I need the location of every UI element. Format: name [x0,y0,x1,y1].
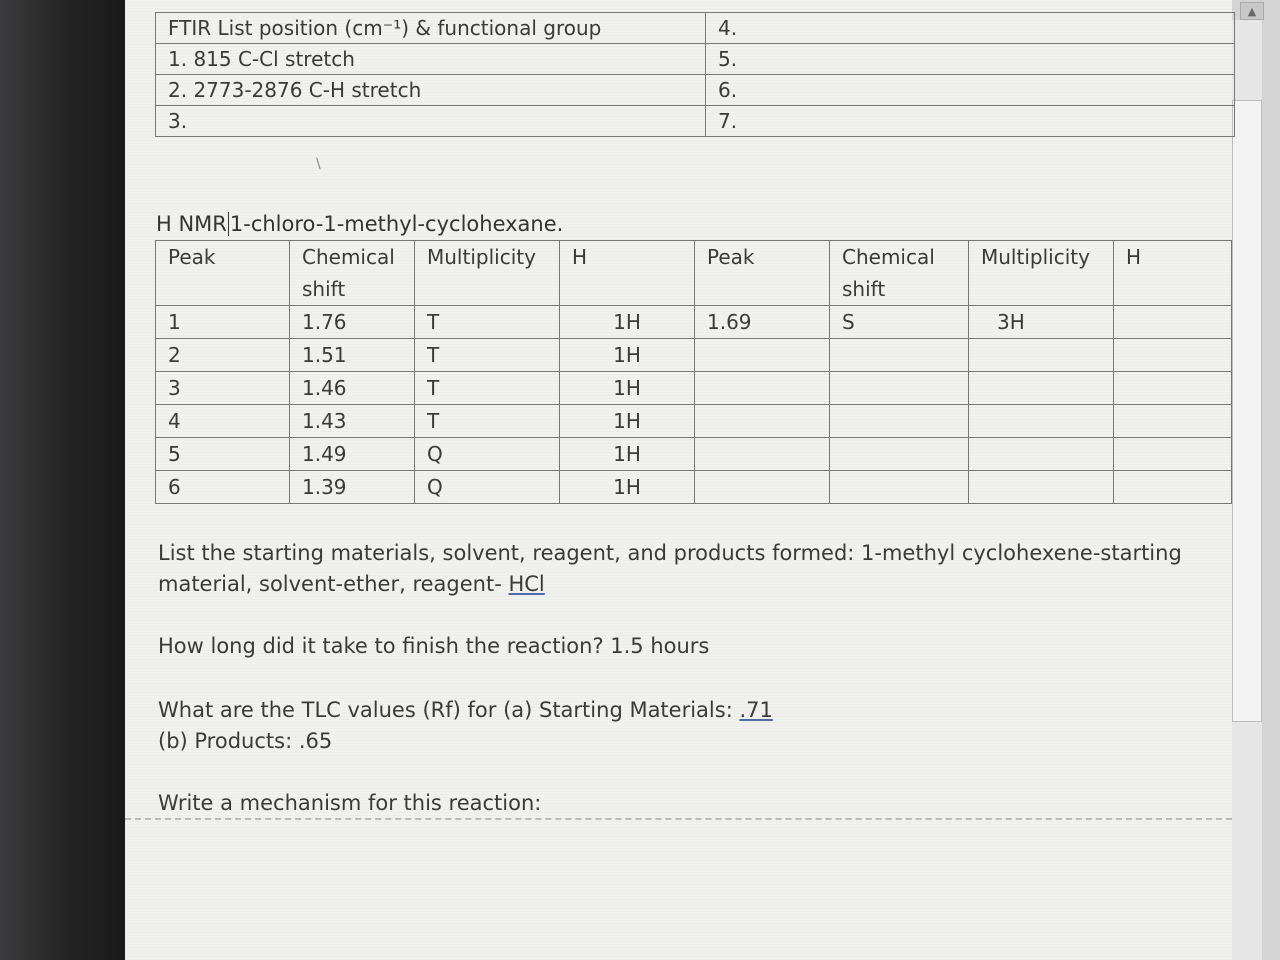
ftir-table [155,12,1235,137]
question-mechanism: Write a mechanism for this reaction: [158,791,542,815]
table-cell[interactable]: 7. [706,106,1235,137]
table-cell[interactable]: 1H [560,471,695,504]
table-cell[interactable]: 1.49 [290,438,415,471]
table-cell[interactable]: 3H [969,306,1114,339]
table-cell[interactable] [1114,339,1232,372]
table-cell[interactable]: 1H [560,306,695,339]
nmr-title-prefix: H NMR [156,212,227,236]
table-cell[interactable]: 5 [156,438,290,471]
stray-mark: \ [316,156,321,172]
table-cell[interactable] [830,471,969,504]
table-row [156,106,1235,137]
table-cell[interactable] [830,438,969,471]
table-cell[interactable]: 1.43 [290,405,415,438]
table-cell[interactable] [1114,372,1232,405]
question-materials [158,538,1182,600]
header-peak: Peak [695,241,830,306]
table-cell[interactable]: T [415,306,560,339]
table-row [156,306,1232,339]
table-cell[interactable] [969,405,1114,438]
table-row [156,471,1232,504]
table-cell[interactable] [695,339,830,372]
tlc-starting-material-value: .71 [739,698,773,722]
table-row [156,372,1232,405]
table-cell[interactable] [695,471,830,504]
question-tlc-line1 [158,695,773,726]
table-row [156,438,1232,471]
table-cell[interactable]: Q [415,471,560,504]
table-cell[interactable]: 3 [156,372,290,405]
table-cell[interactable]: 6. [706,75,1235,106]
scroll-thumb[interactable] [1232,100,1262,722]
question-time: How long did it take to finish the reaction? 1.5 hours [158,634,710,658]
table-cell[interactable]: 4. [706,13,1235,44]
table-cell[interactable]: 1.51 [290,339,415,372]
scroll-up-arrow-icon[interactable]: ▲ [1240,2,1264,20]
table-cell[interactable]: FTIR List position (cm⁻¹) & functional group [156,13,706,44]
table-cell[interactable] [695,438,830,471]
header-multiplicity: Multiplicity [969,241,1114,306]
tlc-question-text: What are the TLC values (Rf) for (a) Starting Materials: [158,698,740,722]
table-cell[interactable]: 1.76 [290,306,415,339]
section-break-line [125,818,1232,820]
table-cell[interactable] [830,339,969,372]
table-row [156,405,1232,438]
table-cell[interactable] [1114,471,1232,504]
header-peak: Peak [156,241,290,306]
nmr-compound-name: 1-chloro-1-methyl-cyclohexane. [229,212,564,236]
table-cell[interactable]: 1. 815 C-Cl stretch [156,44,706,75]
table-cell[interactable] [969,372,1114,405]
table-cell[interactable]: 1H [560,339,695,372]
table-cell[interactable]: 1.46 [290,372,415,405]
table-cell[interactable]: 5. [706,44,1235,75]
table-cell[interactable]: 1.69 [695,306,830,339]
table-row [156,75,1235,106]
table-cell[interactable]: 4 [156,405,290,438]
table-cell[interactable]: 1 [156,306,290,339]
table-row [156,13,1235,44]
header-chemical-shift: Chemical shift [290,241,415,306]
table-cell[interactable] [695,372,830,405]
table-cell[interactable] [969,471,1114,504]
table-cell[interactable]: S [830,306,969,339]
table-cell[interactable] [1114,405,1232,438]
table-cell[interactable]: 1.39 [290,471,415,504]
answer-text: material, solvent-ether, reagent- [158,572,509,596]
header-multiplicity: Multiplicity [415,241,560,306]
table-cell[interactable] [969,438,1114,471]
table-cell[interactable]: 6 [156,471,290,504]
table-cell[interactable]: 2. 2773-2876 C-H stretch [156,75,706,106]
table-cell[interactable]: T [415,372,560,405]
header-h: H [560,241,695,306]
table-cell[interactable]: T [415,339,560,372]
question-tlc-line2: (b) Products: .65 [158,729,333,753]
text-cursor [228,212,229,236]
table-row [156,339,1232,372]
table-cell[interactable]: 2 [156,339,290,372]
table-cell[interactable]: Q [415,438,560,471]
vertical-scrollbar[interactable] [1232,0,1280,960]
table-cell[interactable] [1114,306,1232,339]
nmr-title [156,212,563,236]
table-cell[interactable] [830,372,969,405]
header-chemical-shift: Chemical shift [830,241,969,306]
nmr-table [155,240,1232,504]
question-tlc [158,695,773,757]
table-row [156,44,1235,75]
question-materials-line1: List the starting materials, solvent, reagent, and products formed: 1-methyl cyclohexene-starting [158,541,1182,565]
table-cell[interactable] [969,339,1114,372]
table-cell[interactable]: 1H [560,405,695,438]
screen-bezel [0,0,125,960]
reagent-answer: HCl [508,572,545,596]
table-cell[interactable]: 3. [156,106,706,137]
header-h: H [1114,241,1232,306]
table-cell[interactable] [830,405,969,438]
table-cell[interactable]: 1H [560,372,695,405]
table-cell[interactable]: T [415,405,560,438]
table-cell[interactable] [695,405,830,438]
question-materials-line2 [158,569,1182,600]
table-cell[interactable] [1114,438,1232,471]
table-cell[interactable]: 1H [560,438,695,471]
table-header-row [156,241,1232,306]
